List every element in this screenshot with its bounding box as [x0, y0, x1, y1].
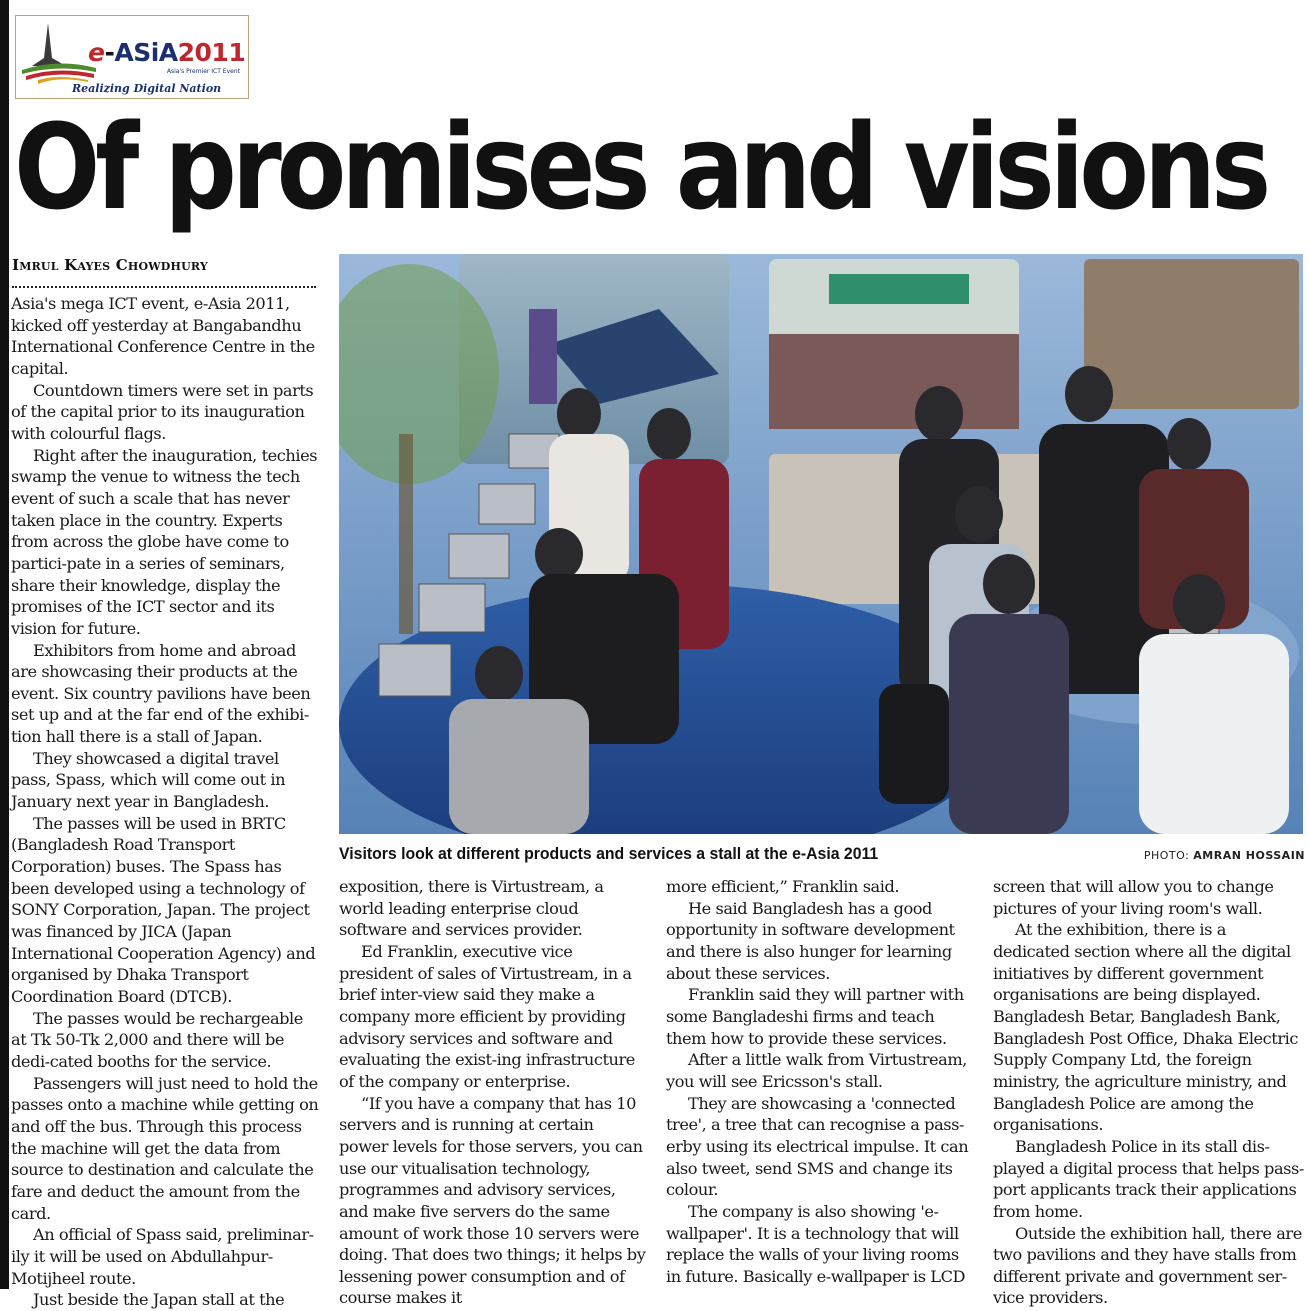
photo-credit: PHOTO: AMRAN HOSSAIN: [1143, 849, 1305, 862]
byline-divider: [12, 286, 316, 288]
parliament-icon: [18, 18, 98, 88]
paragraph: Bangladesh Police in its stall dis-played a digital process that helps pass-port applicants track their applications from home.: [993, 1136, 1304, 1221]
paragraph: They are showcasing a 'connected tree', a tree that can recognise a pass-erby using its electrical impulse. It can also tweet, send SMS and change its colour.: [666, 1093, 969, 1200]
paragraph: Asia's mega ICT event, e-Asia 2011, kicked off yesterday at Bangabandhu International Conference Centre in the capital.: [11, 294, 315, 378]
article-column-2: [339, 876, 647, 1309]
paragraph: Outside the exhibition hall, there are two pavilions and they have stalls from different private and government ser-vice providers.: [993, 1223, 1302, 1308]
paragraph: Ed Franklin, executive vice president of sales of Virtustream, in a brief inter-view said they make a company more efficient by providing advisory services and software and evaluating the exist-ing infrastructure of the company or enterprise.: [339, 941, 635, 1091]
exhibition-photo-illustration: [339, 254, 1303, 834]
photo-caption: Visitors look at different products and services a stall at the e-Asia 2011: [339, 844, 879, 863]
paragraph: At the exhibition, there is a dedicated section where all the digital initiatives by different government organisations are being displayed. Bangladesh Betar, Bangladesh Bank, Bangladesh Post Office, Dhaka Electric Supply Company Ltd, the foreign ministry, the agriculture ministry, and Bangladesh Police are among the organisations.: [993, 920, 1298, 1135]
article-column-3: [666, 876, 976, 1287]
paragraph: Right after the inauguration, techies swamp the venue to witness the tech event of such a scale that has never taken place in the country. Experts from across the globe have come to partici-pate in a series of seminars, share their knowledge, display the promises of the ICT sector and its vision for future.: [11, 445, 318, 638]
paragraph: Franklin said they will partner with some Bangladeshi firms and teach them how to provide these services.: [666, 985, 964, 1048]
paragraph: “If you have a company that has 10 servers and is running at certain power levels for those servers, you can use our vitualisation technology, programmes and advisory services, and make five servers do the same amount of work those 10 servers were doing. That does two things; it helps by lessening power consumption and of course makes it: [339, 1093, 646, 1308]
paragraph: He said Bangladesh has a good opportunity in software development and there is also hunger for learning about these services.: [666, 898, 955, 983]
headline: Of promises and visions: [14, 98, 1267, 236]
logo-wordmark: e-ASiA2011: [88, 38, 246, 67]
article-column-1: [11, 293, 321, 1311]
paragraph: exposition, there is Virtustream, a world leading enterprise cloud software and services provider.: [339, 877, 604, 940]
paragraph: screen that will allow you to change pictures of your living room's wall.: [993, 877, 1274, 918]
paragraph: Passengers will just need to hold the passes onto a machine while getting on and off the bus. Through this process the machine will get the data from source to destination and calculate the fare and deduct the amount from the card.: [11, 1073, 319, 1223]
e-asia-logo: [15, 15, 249, 99]
paragraph: Just beside the Japan stall at the: [33, 1290, 285, 1310]
logo-slogan: Realizing Digital Nation: [72, 82, 222, 95]
byline: Imrul Kayes Chowdhury: [12, 256, 208, 274]
paragraph: The company is also showing 'e-wallpaper'. It is a technology that will replace the walls of your living rooms in future. Basically e-wallpaper is LCD: [666, 1201, 966, 1286]
paragraph: more efficient,” Franklin said.: [666, 877, 900, 896]
page-edge-bar: [0, 0, 9, 1289]
article-column-4: [993, 876, 1305, 1309]
paragraph: An official of Spass said, preliminar-ily it will be used on Abdullahpur-Motijheel route.: [11, 1225, 314, 1288]
paragraph: Exhibitors from home and abroad are showcasing their products at the event. Six country pavilions have been set up and at the far end of the exhibi-tion hall there is a stall of Japan.: [11, 640, 311, 747]
logo-tagline: Asia's Premier ICT Event: [166, 68, 240, 75]
paragraph: They showcased a digital travel pass, Spass, which will come out in January next year in Bangladesh.: [11, 748, 286, 812]
news-photo: [339, 254, 1303, 834]
paragraph: Countdown timers were set in parts of the capital prior to its inauguration with colourful flags.: [11, 380, 314, 443]
paragraph: The passes will be used in BRTC (Bangladesh Road Transport Corporation) buses. The Spass has been developed using a technology of SONY Corporation, Japan. The project was financed by JICA (Japan International Cooperation Agency) and organised by Dhaka Transport Coordination Board (DTCB).: [11, 813, 316, 1006]
paragraph: The passes would be rechargeable at Tk 50-Tk 2,000 and there will be dedi-cated booths for the service.: [11, 1008, 303, 1071]
paragraph: After a little walk from Virtustream, you will see Ericsson's stall.: [666, 1050, 967, 1091]
